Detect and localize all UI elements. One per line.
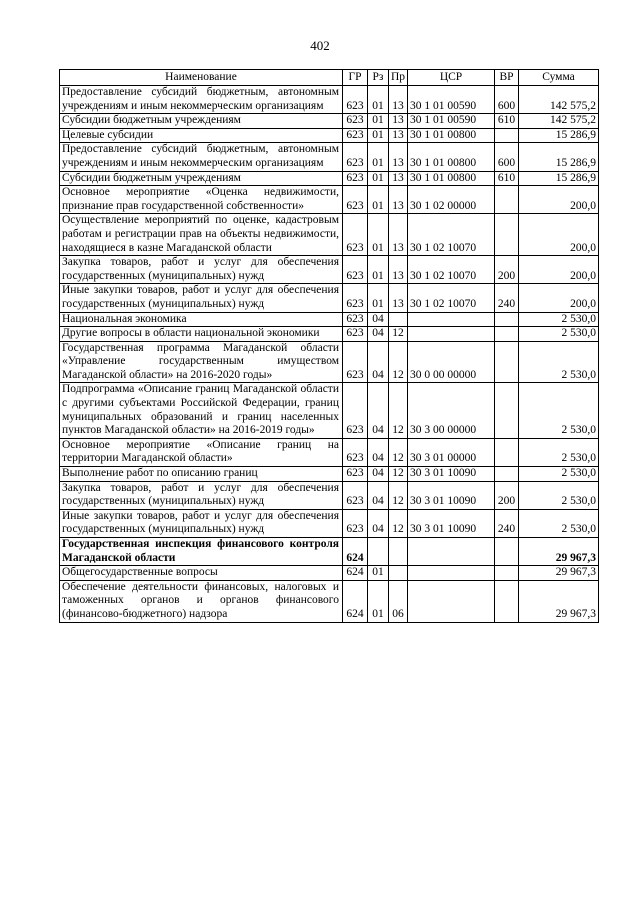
cell-csr: 30 1 02 00000 (408, 186, 495, 214)
cell-vr: 200 (495, 481, 519, 509)
table-row (60, 312, 599, 327)
cell-name: Субсидии бюджетным учреждениям (60, 171, 343, 186)
cell-pr: 12 (389, 509, 408, 537)
cell-vr (495, 580, 519, 622)
cell-vr (495, 128, 519, 143)
cell-csr (408, 580, 495, 622)
cell-rz: 01 (368, 143, 389, 171)
cell-gr: 623 (343, 128, 368, 143)
header-csr: ЦСР (408, 70, 495, 86)
cell-rz: 01 (368, 214, 389, 256)
budget-table (59, 69, 599, 623)
cell-gr: 623 (343, 383, 368, 438)
cell-sum: 2 530,0 (519, 467, 599, 482)
cell-csr (408, 327, 495, 342)
cell-pr: 12 (389, 467, 408, 482)
cell-vr (495, 383, 519, 438)
cell-sum: 2 530,0 (519, 509, 599, 537)
header-rz: Рз (368, 70, 389, 86)
header-pr: Пр (389, 70, 408, 86)
cell-name: Иные закупки товаров, работ и услуг для обеспечения государственных (муниципальных) нужд (60, 284, 343, 312)
cell-vr: 610 (495, 171, 519, 186)
cell-pr: 13 (389, 143, 408, 171)
cell-csr: 30 1 01 00590 (408, 86, 495, 114)
cell-gr: 623 (343, 86, 368, 114)
cell-gr: 623 (343, 114, 368, 129)
cell-csr: 30 3 01 10090 (408, 467, 495, 482)
cell-rz: 01 (368, 171, 389, 186)
cell-gr: 623 (343, 467, 368, 482)
cell-pr: 13 (389, 128, 408, 143)
cell-name: Закупка товаров, работ и услуг для обеспечения государственных (муниципальных) нужд (60, 481, 343, 509)
cell-vr (495, 538, 519, 566)
cell-sum: 142 575,2 (519, 114, 599, 129)
cell-rz: 04 (368, 438, 389, 466)
table-row (60, 327, 599, 342)
cell-sum: 2 530,0 (519, 327, 599, 342)
cell-rz: 01 (368, 256, 389, 284)
cell-pr: 13 (389, 186, 408, 214)
cell-vr: 600 (495, 86, 519, 114)
cell-sum: 142 575,2 (519, 86, 599, 114)
cell-vr: 240 (495, 509, 519, 537)
cell-pr: 13 (389, 256, 408, 284)
cell-rz: 01 (368, 114, 389, 129)
cell-pr (389, 566, 408, 581)
cell-gr: 623 (343, 143, 368, 171)
cell-pr: 12 (389, 341, 408, 383)
cell-csr (408, 566, 495, 581)
cell-pr (389, 312, 408, 327)
table-row (60, 171, 599, 186)
cell-sum: 29 967,3 (519, 566, 599, 581)
cell-pr: 12 (389, 383, 408, 438)
cell-gr: 623 (343, 171, 368, 186)
cell-csr: 30 1 01 00800 (408, 143, 495, 171)
cell-pr: 06 (389, 580, 408, 622)
cell-pr: 12 (389, 327, 408, 342)
cell-pr (389, 538, 408, 566)
cell-gr: 624 (343, 580, 368, 622)
cell-gr: 623 (343, 284, 368, 312)
cell-sum: 200,0 (519, 284, 599, 312)
cell-pr: 13 (389, 284, 408, 312)
cell-rz: 04 (368, 509, 389, 537)
cell-gr: 623 (343, 341, 368, 383)
cell-csr: 30 1 01 00800 (408, 171, 495, 186)
cell-rz: 01 (368, 186, 389, 214)
cell-csr (408, 312, 495, 327)
cell-name: Основное мероприятие «Описание границ на территории Магаданской области» (60, 438, 343, 466)
cell-rz: 01 (368, 284, 389, 312)
cell-sum: 2 530,0 (519, 438, 599, 466)
cell-sum: 15 286,9 (519, 128, 599, 143)
cell-vr (495, 214, 519, 256)
cell-vr: 240 (495, 284, 519, 312)
cell-name: Общегосударственные вопросы (60, 566, 343, 581)
cell-gr: 624 (343, 566, 368, 581)
table-row (60, 341, 599, 383)
cell-gr: 623 (343, 438, 368, 466)
cell-gr: 623 (343, 312, 368, 327)
table-row (60, 509, 599, 537)
cell-rz: 01 (368, 580, 389, 622)
cell-rz: 04 (368, 481, 389, 509)
cell-rz (368, 538, 389, 566)
header-gr: ГР (343, 70, 368, 86)
cell-sum: 2 530,0 (519, 312, 599, 327)
cell-vr (495, 327, 519, 342)
table-row (60, 284, 599, 312)
cell-rz: 04 (368, 312, 389, 327)
cell-name: Закупка товаров, работ и услуг для обеспечения государственных (муниципальных) нужд (60, 256, 343, 284)
cell-name: Национальная экономика (60, 312, 343, 327)
cell-csr (408, 538, 495, 566)
cell-pr: 13 (389, 171, 408, 186)
cell-sum: 15 286,9 (519, 171, 599, 186)
cell-gr: 623 (343, 481, 368, 509)
cell-rz: 01 (368, 566, 389, 581)
cell-sum: 200,0 (519, 256, 599, 284)
cell-rz: 04 (368, 383, 389, 438)
cell-pr: 12 (389, 481, 408, 509)
cell-rz: 04 (368, 467, 389, 482)
cell-vr: 600 (495, 143, 519, 171)
cell-name: Государственная программа Магаданской области «Управление государственным имуществом Магаданской области» на 2016-2020 годы» (60, 341, 343, 383)
cell-name: Иные закупки товаров, работ и услуг для обеспечения государственных (муниципальных) нужд (60, 509, 343, 537)
cell-vr: 200 (495, 256, 519, 284)
cell-vr: 610 (495, 114, 519, 129)
cell-name: Подпрограмма «Описание границ Магаданской области с другими субъектами Российской Федерации, границ муниципальных образований и границ населенных пунктов Магаданской области» на 2016-2019 годы» (60, 383, 343, 438)
table-header-row (60, 70, 599, 86)
table-row (60, 538, 599, 566)
table-row (60, 481, 599, 509)
cell-name: Целевые субсидии (60, 128, 343, 143)
cell-gr: 623 (343, 327, 368, 342)
cell-gr: 623 (343, 509, 368, 537)
header-vr: ВР (495, 70, 519, 86)
cell-csr: 30 1 01 00800 (408, 128, 495, 143)
cell-name: Другие вопросы в области национальной экономики (60, 327, 343, 342)
cell-vr (495, 467, 519, 482)
cell-name: Обеспечение деятельности финансовых, налоговых и таможенных органов и органов финансового (финансово-бюджетного) надзора (60, 580, 343, 622)
table-row (60, 128, 599, 143)
cell-vr (495, 341, 519, 383)
table-body (60, 86, 599, 623)
cell-sum: 15 286,9 (519, 143, 599, 171)
cell-pr: 13 (389, 114, 408, 129)
cell-sum: 29 967,3 (519, 580, 599, 622)
cell-pr: 13 (389, 214, 408, 256)
cell-sum: 2 530,0 (519, 341, 599, 383)
cell-rz: 04 (368, 327, 389, 342)
table-row (60, 256, 599, 284)
cell-sum: 200,0 (519, 214, 599, 256)
cell-name: Осуществление мероприятий по оценке, кадастровым работам и регистрации прав на объекты недвижимости, находящиеся в казне Магаданской области (60, 214, 343, 256)
table-row (60, 383, 599, 438)
cell-pr: 13 (389, 86, 408, 114)
header-sum: Сумма (519, 70, 599, 86)
cell-rz: 01 (368, 86, 389, 114)
cell-vr (495, 438, 519, 466)
cell-rz: 04 (368, 341, 389, 383)
cell-name: Предоставление субсидий бюджетным, автономным учреждениям и иным некоммерческим организациям (60, 143, 343, 171)
table-row (60, 114, 599, 129)
table-row (60, 143, 599, 171)
cell-rz: 01 (368, 128, 389, 143)
cell-csr: 30 3 01 00000 (408, 438, 495, 466)
cell-vr (495, 312, 519, 327)
cell-vr (495, 186, 519, 214)
cell-gr: 623 (343, 186, 368, 214)
cell-csr: 30 3 01 10090 (408, 481, 495, 509)
cell-name: Выполнение работ по описанию границ (60, 467, 343, 482)
cell-name: Основное мероприятие «Оценка недвижимости, признание прав государственной собственности» (60, 186, 343, 214)
table-row (60, 566, 599, 581)
table-row (60, 467, 599, 482)
cell-name: Предоставление субсидий бюджетным, автономным учреждениям и иным некоммерческим организациям (60, 86, 343, 114)
cell-sum: 2 530,0 (519, 383, 599, 438)
cell-csr: 30 1 02 10070 (408, 284, 495, 312)
table-row (60, 186, 599, 214)
table-row (60, 580, 599, 622)
page-number: 402 (310, 38, 330, 53)
cell-name: Субсидии бюджетным учреждениям (60, 114, 343, 129)
cell-csr: 30 3 01 10090 (408, 509, 495, 537)
cell-csr: 30 1 02 10070 (408, 214, 495, 256)
table-row (60, 438, 599, 466)
cell-sum: 29 967,3 (519, 538, 599, 566)
table-row (60, 86, 599, 114)
header-name: Наименование (60, 70, 343, 86)
cell-gr: 623 (343, 256, 368, 284)
cell-pr: 12 (389, 438, 408, 466)
cell-name: Государственная инспекция финансового контроля Магаданской области (60, 538, 343, 566)
cell-csr: 30 3 00 00000 (408, 383, 495, 438)
table-row (60, 214, 599, 256)
cell-csr: 30 1 02 10070 (408, 256, 495, 284)
cell-gr: 623 (343, 214, 368, 256)
cell-csr: 30 0 00 00000 (408, 341, 495, 383)
cell-vr (495, 566, 519, 581)
cell-sum: 2 530,0 (519, 481, 599, 509)
cell-csr: 30 1 01 00590 (408, 114, 495, 129)
cell-sum: 200,0 (519, 186, 599, 214)
cell-gr: 624 (343, 538, 368, 566)
